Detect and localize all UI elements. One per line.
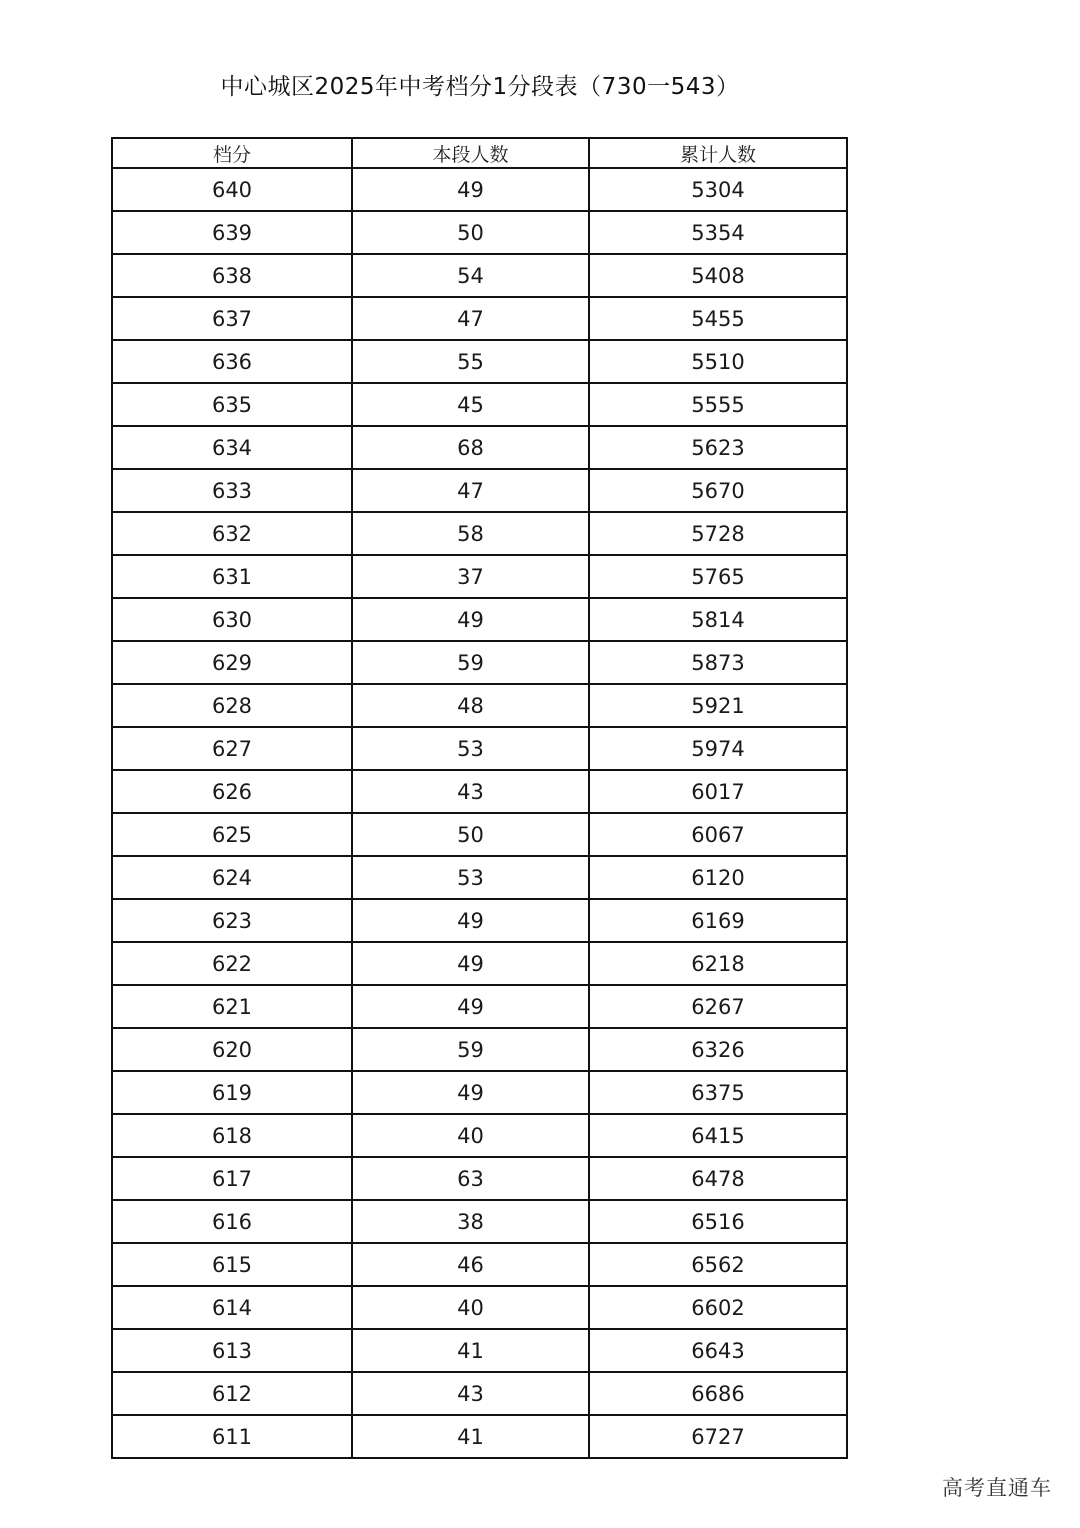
cell-cumulative-count: 6218 [589, 942, 847, 985]
cell-segment-count: 54 [352, 254, 589, 297]
cell-score: 638 [112, 254, 352, 297]
cell-cumulative-count: 6643 [589, 1329, 847, 1372]
cell-score: 623 [112, 899, 352, 942]
cell-cumulative-count: 5555 [589, 383, 847, 426]
cell-score: 624 [112, 856, 352, 899]
cell-score: 633 [112, 469, 352, 512]
cell-score: 631 [112, 555, 352, 598]
table-row [112, 1286, 847, 1329]
cell-score: 614 [112, 1286, 352, 1329]
table-row [112, 340, 847, 383]
cell-cumulative-count: 5408 [589, 254, 847, 297]
table-row [112, 1329, 847, 1372]
cell-segment-count: 41 [352, 1415, 589, 1458]
page-title: 中心城区2025年中考档分1分段表（730一543） [220, 74, 740, 100]
cell-segment-count: 46 [352, 1243, 589, 1286]
cell-segment-count: 41 [352, 1329, 589, 1372]
table-row [112, 1415, 847, 1458]
table-row [112, 1114, 847, 1157]
cell-cumulative-count: 5623 [589, 426, 847, 469]
cell-segment-count: 59 [352, 1028, 589, 1071]
cell-cumulative-count: 5354 [589, 211, 847, 254]
table-row [112, 555, 847, 598]
cell-score: 626 [112, 770, 352, 813]
cell-segment-count: 49 [352, 899, 589, 942]
table-row [112, 598, 847, 641]
cell-cumulative-count: 6602 [589, 1286, 847, 1329]
cell-cumulative-count: 6017 [589, 770, 847, 813]
cell-score: 637 [112, 297, 352, 340]
table-row [112, 1157, 847, 1200]
cell-segment-count: 37 [352, 555, 589, 598]
table-header-row [112, 138, 847, 168]
cell-score: 627 [112, 727, 352, 770]
cell-score: 640 [112, 168, 352, 211]
cell-score: 622 [112, 942, 352, 985]
table-row [112, 856, 847, 899]
cell-segment-count: 49 [352, 598, 589, 641]
table-row [112, 1200, 847, 1243]
cell-score: 632 [112, 512, 352, 555]
cell-score: 636 [112, 340, 352, 383]
cell-cumulative-count: 6067 [589, 813, 847, 856]
cell-score: 620 [112, 1028, 352, 1071]
cell-cumulative-count: 5974 [589, 727, 847, 770]
table-row [112, 1028, 847, 1071]
header-cumulative-count: 累计人数 [589, 138, 847, 168]
cell-segment-count: 50 [352, 211, 589, 254]
cell-cumulative-count: 5814 [589, 598, 847, 641]
cell-segment-count: 48 [352, 684, 589, 727]
table-row [112, 1372, 847, 1415]
table-row [112, 383, 847, 426]
cell-cumulative-count: 5670 [589, 469, 847, 512]
cell-segment-count: 38 [352, 1200, 589, 1243]
table-row [112, 1243, 847, 1286]
cell-segment-count: 53 [352, 856, 589, 899]
cell-cumulative-count: 5304 [589, 168, 847, 211]
cell-cumulative-count: 5455 [589, 297, 847, 340]
cell-cumulative-count: 6326 [589, 1028, 847, 1071]
cell-score: 611 [112, 1415, 352, 1458]
table-row [112, 641, 847, 684]
header-score: 档分 [112, 138, 352, 168]
cell-cumulative-count: 6169 [589, 899, 847, 942]
table-row [112, 168, 847, 211]
cell-score: 635 [112, 383, 352, 426]
cell-segment-count: 68 [352, 426, 589, 469]
cell-segment-count: 55 [352, 340, 589, 383]
table-row [112, 684, 847, 727]
cell-segment-count: 43 [352, 770, 589, 813]
cell-cumulative-count: 5765 [589, 555, 847, 598]
table-row [112, 942, 847, 985]
cell-score: 621 [112, 985, 352, 1028]
cell-segment-count: 58 [352, 512, 589, 555]
table-row [112, 469, 847, 512]
cell-score: 625 [112, 813, 352, 856]
score-table [111, 137, 848, 1459]
cell-segment-count: 47 [352, 297, 589, 340]
cell-segment-count: 59 [352, 641, 589, 684]
cell-score: 612 [112, 1372, 352, 1415]
cell-score: 616 [112, 1200, 352, 1243]
table-row [112, 512, 847, 555]
table-row [112, 770, 847, 813]
cell-cumulative-count: 6562 [589, 1243, 847, 1286]
cell-cumulative-count: 6686 [589, 1372, 847, 1415]
cell-score: 628 [112, 684, 352, 727]
cell-segment-count: 47 [352, 469, 589, 512]
cell-cumulative-count: 5921 [589, 684, 847, 727]
cell-cumulative-count: 6375 [589, 1071, 847, 1114]
cell-segment-count: 49 [352, 168, 589, 211]
cell-cumulative-count: 6727 [589, 1415, 847, 1458]
cell-score: 618 [112, 1114, 352, 1157]
cell-segment-count: 49 [352, 1071, 589, 1114]
cell-cumulative-count: 6120 [589, 856, 847, 899]
cell-cumulative-count: 6415 [589, 1114, 847, 1157]
cell-segment-count: 49 [352, 942, 589, 985]
watermark-text: 高考直通车 [942, 1476, 1052, 1500]
table-row [112, 1071, 847, 1114]
cell-segment-count: 53 [352, 727, 589, 770]
table-row [112, 426, 847, 469]
header-segment-count: 本段人数 [352, 138, 589, 168]
cell-score: 629 [112, 641, 352, 684]
cell-segment-count: 40 [352, 1286, 589, 1329]
table-body [112, 168, 847, 1458]
cell-segment-count: 40 [352, 1114, 589, 1157]
cell-segment-count: 43 [352, 1372, 589, 1415]
cell-segment-count: 63 [352, 1157, 589, 1200]
cell-cumulative-count: 5873 [589, 641, 847, 684]
cell-score: 617 [112, 1157, 352, 1200]
table-row [112, 813, 847, 856]
cell-cumulative-count: 6516 [589, 1200, 847, 1243]
table-row [112, 899, 847, 942]
cell-cumulative-count: 6267 [589, 985, 847, 1028]
cell-score: 619 [112, 1071, 352, 1114]
cell-score: 639 [112, 211, 352, 254]
table-row [112, 211, 847, 254]
table-row [112, 985, 847, 1028]
cell-cumulative-count: 6478 [589, 1157, 847, 1200]
table-row [112, 254, 847, 297]
cell-cumulative-count: 5510 [589, 340, 847, 383]
cell-score: 613 [112, 1329, 352, 1372]
cell-score: 615 [112, 1243, 352, 1286]
cell-score: 634 [112, 426, 352, 469]
cell-score: 630 [112, 598, 352, 641]
cell-cumulative-count: 5728 [589, 512, 847, 555]
cell-segment-count: 50 [352, 813, 589, 856]
cell-segment-count: 49 [352, 985, 589, 1028]
table-row [112, 297, 847, 340]
table-row [112, 727, 847, 770]
cell-segment-count: 45 [352, 383, 589, 426]
